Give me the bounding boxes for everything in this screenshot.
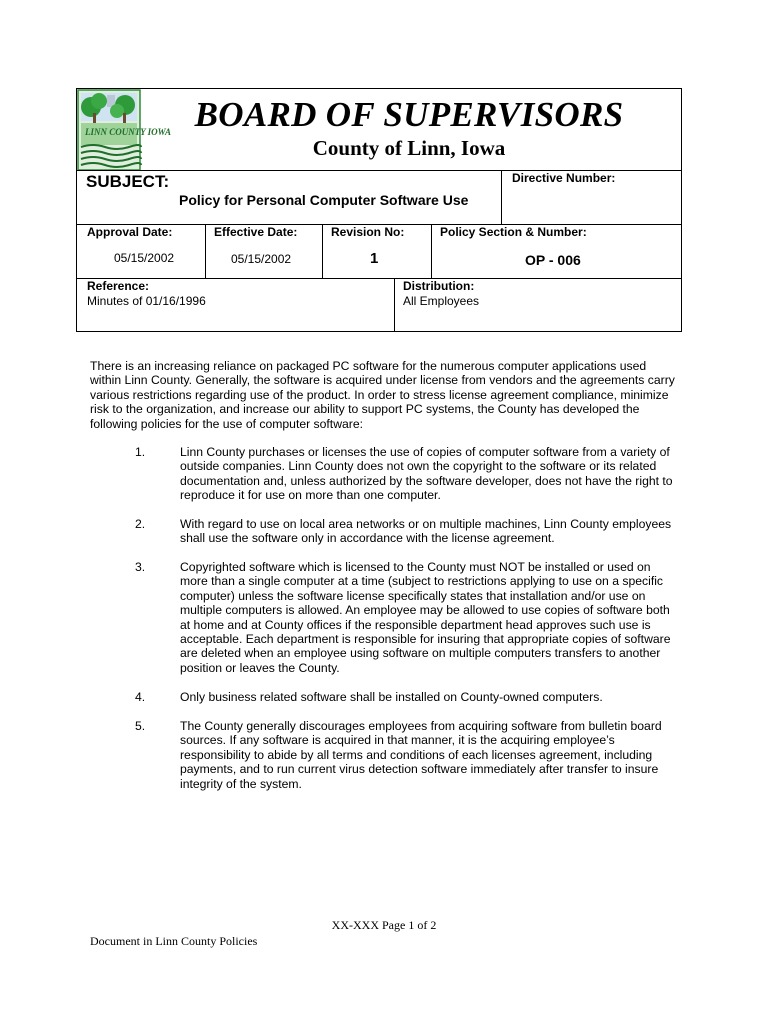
list-item-number: 4. [135,690,146,704]
approval-date-label: Approval Date: [87,225,173,239]
list-item-text: The County generally discourages employees from acquiring software from bulletin board sources. If any software is acquired in that manner, it is the acquiring employee’s responsibility to abide by all terms and conditions of each licenses agreement, including payments, and to run current virus detection software immediately after transfer to insure integrity of the system. [180,719,662,791]
intro-paragraph: There is an increasing reliance on packaged PC software for the numerous computer applications used within Linn County. Generally, the software is acquired under license from vendors and the agreements carry various restrictions regarding use of the product. In order to stress license agreement compliance, minimize risk to the organization, and increase our ability to support PC systems, the County has developed the following policies for the use of computer software: [90,359,675,431]
subject-value: Policy for Personal Computer Software Use [179,192,469,208]
list-item-text: Linn County purchases or licenses the use of copies of computer software from a variety of outside companies. Linn County does not own the copyright to the software or its related documentation and, unless authorized by the software developer, does not have the right to reproduce it for use on more than one computer. [180,445,673,503]
approval-date-value: 05/15/2002 [114,251,175,265]
divider [501,170,502,224]
list-item-text: With regard to use on local area networks or on multiple machines, Linn County employees shall use the software only in accordance with the license agreement. [180,517,672,546]
divider [77,278,681,279]
distribution-value: All Employees [403,294,480,308]
list-item-number: 3. [135,560,146,574]
revision-no-value: 1 [370,250,379,267]
effective-date-value: 05/15/2002 [231,252,292,266]
list-item-number: 1. [135,445,146,459]
list-item-number: 2. [135,517,146,531]
policy-section-label: Policy Section & Number: [440,225,587,239]
reference-value: Minutes of 01/16/1996 [87,294,206,308]
logo-text: LINN COUNTY IOWA [85,127,172,137]
divider [205,224,206,278]
document-footer: Document in Linn County Policies [90,934,258,948]
distribution-label: Distribution: [403,279,475,293]
list-item-text: Copyrighted software which is licensed to the County must NOT be installed or used on more than a single computer at a time (subject to restrictions applying to use on a specific computer) unless the software license specifically states that installation and/or use on multiple computers is allowed. An employee may be allowed to use copies of software both at home and at County offices if the responsible department head approves such use is acceptable. Each department is responsible for insuring that appropriate copies of software are deleted when an employee using software on multiple computers transfers to another position or leaves the County. [180,560,671,675]
effective-date-label: Effective Date: [214,225,298,239]
page-footer: XX-XXX Page 1 of 2 [331,918,437,932]
county-subtitle: County of Linn, Iowa [312,136,506,160]
divider [394,278,395,332]
subject-label: SUBJECT: [86,172,170,191]
directive-number-label: Directive Number: [512,171,616,185]
policy-section-value: OP - 006 [525,252,581,268]
divider [431,224,432,278]
board-title: BOARD OF SUPERVISORS [194,95,624,134]
reference-label: Reference: [87,279,150,293]
policy-header-table [76,88,682,332]
linn-county-logo [77,89,172,171]
list-item-number: 5. [135,719,146,733]
list-item-text: Only business related software shall be installed on County-owned computers. [180,690,603,704]
divider [322,224,323,278]
revision-no-label: Revision No: [331,225,405,239]
